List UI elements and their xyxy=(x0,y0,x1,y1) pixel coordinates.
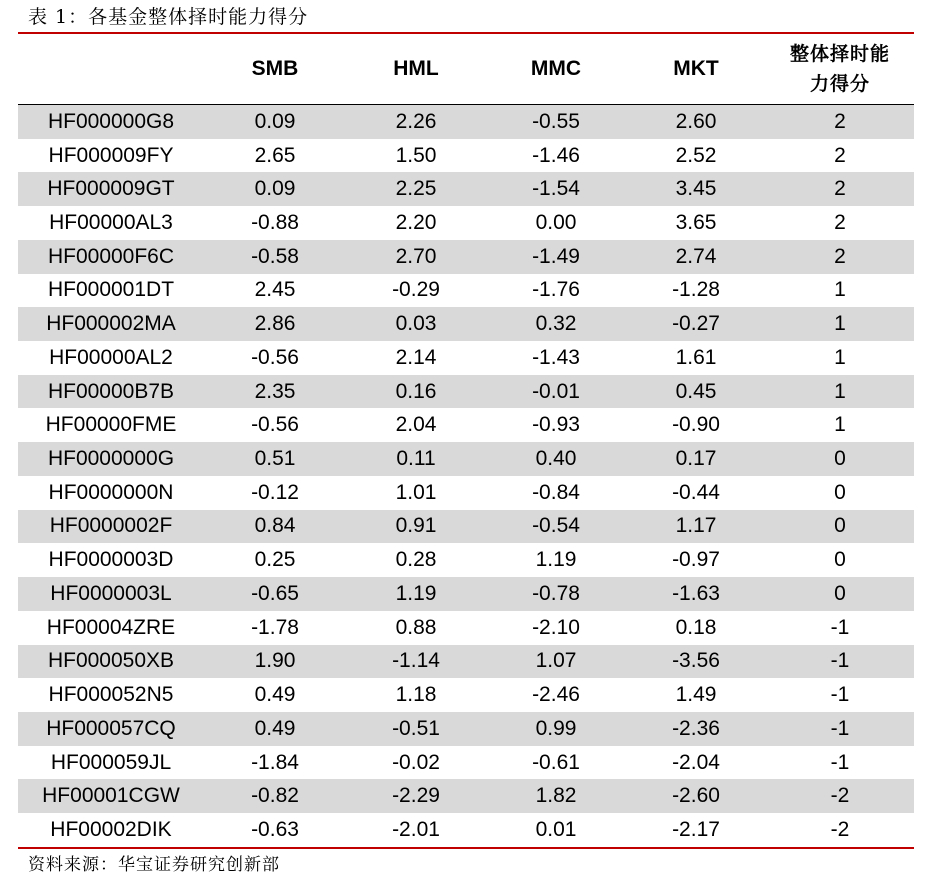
hml-cell: 0.91 xyxy=(346,510,486,544)
mkt-cell: 0.45 xyxy=(626,375,766,409)
mmc-cell: 0.32 xyxy=(486,307,626,341)
smb-cell: 0.49 xyxy=(204,712,346,746)
fund-code-cell: HF00001CGW xyxy=(18,779,204,813)
mmc-cell: -1.43 xyxy=(532,345,580,369)
mkt-cell: 1.61 xyxy=(675,345,717,369)
table-row xyxy=(18,105,914,139)
fund-code-cell: HF000059JL xyxy=(50,750,172,774)
mkt-cell: -1.28 xyxy=(672,278,720,302)
table-body xyxy=(18,105,914,847)
fund-code-cell: HF0000003D xyxy=(48,548,174,572)
table-row xyxy=(18,813,914,847)
hml-cell: -1.14 xyxy=(346,645,486,679)
score-cell: 2 xyxy=(766,240,914,274)
fund-code-cell: HF00000AL2 xyxy=(49,345,173,369)
smb-cell: -0.56 xyxy=(251,413,299,437)
smb-cell: -0.65 xyxy=(204,577,346,611)
mmc-cell: 0.40 xyxy=(486,442,626,476)
mkt-cell: 2.60 xyxy=(626,105,766,139)
smb-cell: 2.35 xyxy=(204,375,346,409)
fund-code-cell: HF00000F6C xyxy=(18,240,204,274)
mmc-cell: -0.61 xyxy=(532,750,580,774)
fund-code-cell: HF000009GT xyxy=(18,172,204,206)
table-row xyxy=(18,240,914,274)
mmc-cell: -1.54 xyxy=(486,172,626,206)
header-score xyxy=(766,34,914,105)
score-cell: -1 xyxy=(830,615,850,639)
score-cell: 2 xyxy=(766,105,914,139)
table-row xyxy=(18,206,914,240)
score-cell: 1 xyxy=(834,413,846,437)
hml-cell: 0.28 xyxy=(395,548,437,572)
table-row xyxy=(18,645,914,679)
mkt-cell: -0.27 xyxy=(626,307,766,341)
fund-code-cell: HF000001DT xyxy=(47,278,175,302)
mmc-cell: -2.10 xyxy=(532,615,580,639)
hml-cell: 2.14 xyxy=(395,345,437,369)
smb-cell: 2.65 xyxy=(254,143,296,167)
mkt-cell: -0.97 xyxy=(672,548,720,572)
smb-cell: -0.56 xyxy=(251,345,299,369)
score-cell: 0 xyxy=(834,480,846,504)
fund-code-cell: HF000057CQ xyxy=(18,712,204,746)
fund-code-cell: HF0000002F xyxy=(18,510,204,544)
hml-cell: 0.03 xyxy=(346,307,486,341)
hml-cell: 1.50 xyxy=(395,143,437,167)
table-row xyxy=(18,577,914,611)
mkt-cell: 1.17 xyxy=(626,510,766,544)
fund-code-cell: HF000000G8 xyxy=(18,105,204,139)
table-row xyxy=(18,678,914,712)
fund-code-cell: HF000002MA xyxy=(18,307,204,341)
mmc-cell: -1.76 xyxy=(532,278,580,302)
score-cell: 0 xyxy=(834,548,846,572)
smb-cell: -0.82 xyxy=(204,779,346,813)
mkt-cell: -2.04 xyxy=(672,750,720,774)
fund-code-cell: HF00000FME xyxy=(45,413,177,437)
mmc-cell: -1.49 xyxy=(486,240,626,274)
score-cell: 2 xyxy=(766,172,914,206)
table-row xyxy=(18,510,914,544)
mmc-cell: -2.46 xyxy=(532,683,580,707)
mkt-cell: 2.74 xyxy=(626,240,766,274)
score-cell: 1 xyxy=(766,375,914,409)
mkt-cell: -0.90 xyxy=(672,413,720,437)
table-row xyxy=(18,476,914,510)
smb-cell: -0.88 xyxy=(251,211,299,235)
hml-cell: -0.02 xyxy=(392,750,440,774)
score-cell: -1 xyxy=(830,683,850,707)
smb-cell: 0.84 xyxy=(204,510,346,544)
fund-code-cell: HF000050XB xyxy=(18,645,204,679)
fund-code-cell: HF0000003L xyxy=(18,577,204,611)
score-cell: -1 xyxy=(766,712,914,746)
fund-code-cell: HF000052N5 xyxy=(48,683,174,707)
smb-cell: 2.86 xyxy=(204,307,346,341)
table-row xyxy=(18,274,914,308)
hml-cell: -0.29 xyxy=(392,278,440,302)
score-cell: -1 xyxy=(830,750,850,774)
table-row xyxy=(18,408,914,442)
score-cell: -2 xyxy=(766,779,914,813)
mkt-cell: 3.65 xyxy=(675,211,717,235)
mkt-cell: -2.60 xyxy=(626,779,766,813)
smb-cell: 0.09 xyxy=(204,172,346,206)
mmc-cell: -0.78 xyxy=(486,577,626,611)
score-cell: 1 xyxy=(834,278,846,302)
smb-cell: 0.51 xyxy=(204,442,346,476)
score-cell: -1 xyxy=(766,645,914,679)
mmc-cell: -0.93 xyxy=(532,413,580,437)
mkt-cell: -2.17 xyxy=(672,817,720,841)
hml-cell: 1.01 xyxy=(395,480,437,504)
bottom-rule xyxy=(18,847,914,849)
score-cell: 1 xyxy=(834,345,846,369)
mmc-cell: -0.01 xyxy=(486,375,626,409)
table-row xyxy=(18,543,914,577)
score-cell: 0 xyxy=(766,510,914,544)
source-note: 资料来源：华宝证券研究创新部 xyxy=(28,855,280,875)
table-row xyxy=(18,375,914,409)
score-cell: 1 xyxy=(766,307,914,341)
hml-cell: 1.18 xyxy=(395,683,437,707)
hml-cell: 2.26 xyxy=(346,105,486,139)
table-row xyxy=(18,139,914,173)
header-score-text: 整体择时能 力得分 xyxy=(789,43,890,95)
score-cell: 2 xyxy=(834,211,846,235)
mkt-cell: 3.45 xyxy=(626,172,766,206)
mkt-cell: 2.52 xyxy=(675,143,717,167)
table-row xyxy=(18,341,914,375)
hml-cell: 0.16 xyxy=(346,375,486,409)
hml-cell: -2.29 xyxy=(346,779,486,813)
table-row xyxy=(18,611,914,645)
smb-cell: 0.25 xyxy=(254,548,296,572)
header-mkt: MKT xyxy=(673,57,719,80)
smb-cell: 0.09 xyxy=(204,105,346,139)
score-cell: 2 xyxy=(834,143,846,167)
header-hml: HML xyxy=(393,57,439,80)
table-row xyxy=(18,307,914,341)
table-header-row xyxy=(18,34,914,105)
hml-cell: 0.88 xyxy=(395,615,437,639)
mmc-cell: 1.19 xyxy=(535,548,577,572)
fund-code-cell: HF00004ZRE xyxy=(46,615,176,639)
table-caption: 表 1：各基金整体择时能力得分 xyxy=(28,6,309,28)
table-row xyxy=(18,172,914,206)
mmc-cell: 0.99 xyxy=(486,712,626,746)
mmc-cell: 0.01 xyxy=(535,817,577,841)
fund-code-cell: HF00000B7B xyxy=(18,375,204,409)
mmc-cell: -1.46 xyxy=(532,143,580,167)
mmc-cell: 1.82 xyxy=(486,779,626,813)
header-mmc: MMC xyxy=(530,57,582,80)
fund-code-cell: HF000009FY xyxy=(48,143,174,167)
mmc-cell: -0.84 xyxy=(532,480,580,504)
table-row xyxy=(18,712,914,746)
mmc-cell: 1.07 xyxy=(486,645,626,679)
fund-code-cell: HF00002DIK xyxy=(50,817,172,841)
hml-cell: 2.20 xyxy=(395,211,437,235)
mmc-cell: -0.54 xyxy=(486,510,626,544)
fund-code-cell: HF0000000G xyxy=(18,442,204,476)
mkt-cell: 0.18 xyxy=(675,615,717,639)
hml-cell: -0.51 xyxy=(346,712,486,746)
table-row xyxy=(18,746,914,780)
score-cell: -2 xyxy=(830,817,850,841)
smb-cell: 2.45 xyxy=(254,278,296,302)
mkt-cell: -0.44 xyxy=(672,480,720,504)
fund-code-cell: HF00000AL3 xyxy=(49,211,173,235)
hml-cell: 2.25 xyxy=(346,172,486,206)
smb-cell: -0.12 xyxy=(251,480,299,504)
smb-cell: -0.63 xyxy=(251,817,299,841)
hml-cell: 0.11 xyxy=(346,442,486,476)
smb-cell: 0.49 xyxy=(254,683,296,707)
mmc-cell: 0.00 xyxy=(535,211,577,235)
header-fund xyxy=(18,34,204,105)
smb-cell: 1.90 xyxy=(204,645,346,679)
table-row xyxy=(18,442,914,476)
mkt-cell: 0.17 xyxy=(626,442,766,476)
fund-score-table xyxy=(18,34,914,847)
hml-cell: 2.70 xyxy=(346,240,486,274)
hml-cell: 1.19 xyxy=(346,577,486,611)
smb-cell: -1.84 xyxy=(251,750,299,774)
table-row xyxy=(18,779,914,813)
mkt-cell: -1.63 xyxy=(626,577,766,611)
header-smb: SMB xyxy=(251,57,299,80)
mkt-cell: -3.56 xyxy=(626,645,766,679)
hml-cell: 2.04 xyxy=(395,413,437,437)
hml-cell: -2.01 xyxy=(392,817,440,841)
smb-cell: -0.58 xyxy=(204,240,346,274)
fund-code-cell: HF0000000N xyxy=(48,480,174,504)
score-cell: 0 xyxy=(766,442,914,476)
mmc-cell: -0.55 xyxy=(486,105,626,139)
mkt-cell: 1.49 xyxy=(675,683,717,707)
mkt-cell: -2.36 xyxy=(626,712,766,746)
smb-cell: -1.78 xyxy=(251,615,299,639)
score-cell: 0 xyxy=(766,577,914,611)
